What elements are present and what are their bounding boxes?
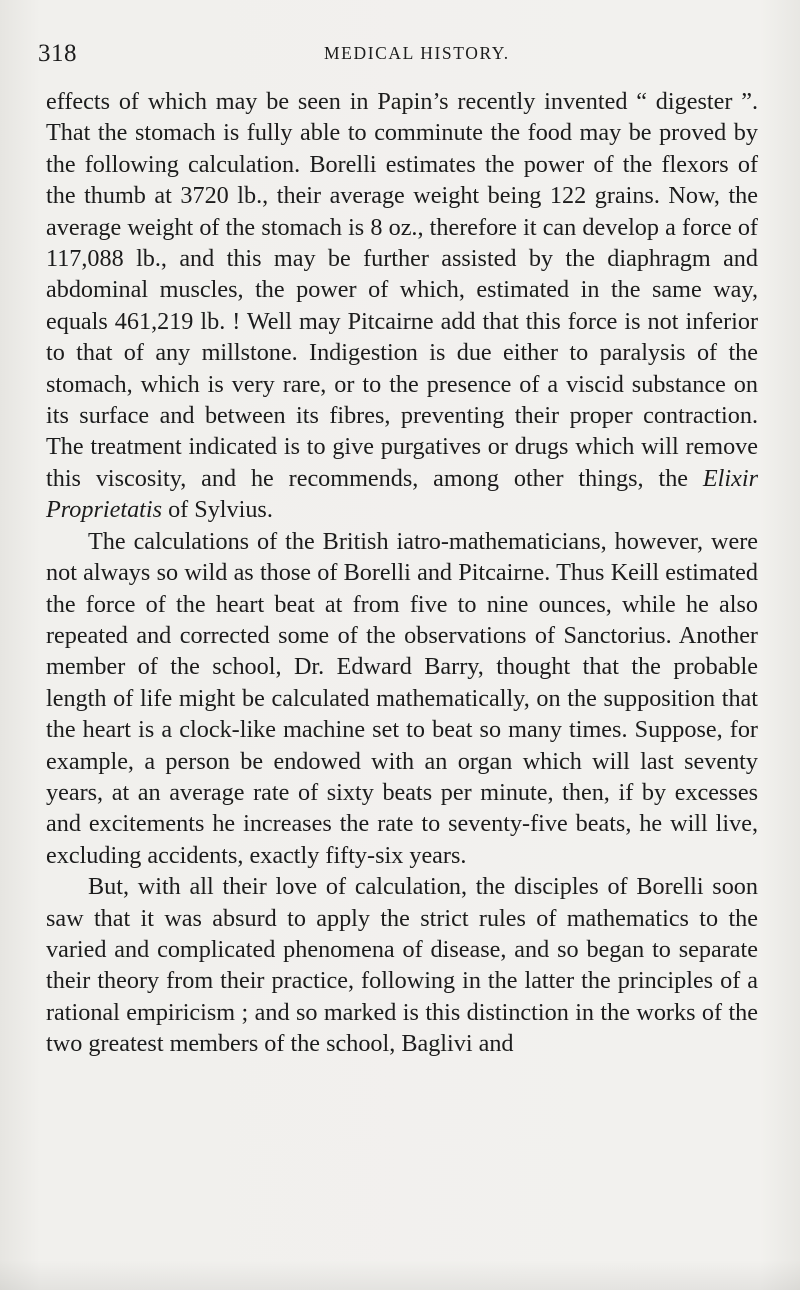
paragraph (46, 526, 758, 871)
paragraph-text: of Sylvius. (162, 496, 273, 524)
page-edge-shadow (0, 1260, 800, 1290)
page-number: 318 (38, 40, 77, 67)
italic-title: Elixir Proprietatis (46, 464, 758, 524)
paragraph (46, 871, 758, 1059)
paragraph (46, 86, 758, 526)
running-title: MEDICAL HISTORY. (324, 43, 510, 63)
paragraph-text: But, with all their love of calculation, the disciples of Borelli soon saw that it was absurd to apply the strict rules of mathematics to the varied and complicated phenomena of disease, and so began to separate their theory from their practice, following in the latter the principles of a rational empiricism ; and so marked is this distinction in the works of the two greatest members of the school, Baglivi and (46, 873, 758, 1058)
body-text (46, 86, 758, 1060)
paragraph-text: effects of which may be seen in Papin’s recently invented “ digester ”. That the stomach is fully able to comminute the food may be proved by the following calculation. Borelli estimates the power of the flexors of the thumb at 3720 lb., their average weight being 122 grains. Now, the average weight of the stomach is 8 oz., therefore it can develop a force of 117,088 lb., and this may be further assisted by the diaphragm and abdominal muscles, the power of which, estimated in the same way, equals 461,219 lb. ! Well may Pitcairne add that this force is not inferior to that of any millstone. Indigestion is due either to paralysis of the stomach, which is very rare, or to the presence of a viscid substance on its surface and between its fibres, preventing their proper contraction. The treatment indicated is to give purgatives or drugs which will remove this viscosity, and he recommends, among other things, the (46, 88, 758, 492)
page-header (38, 38, 762, 70)
paragraph-text: The calculations of the British iatro-mathematicians, however, were not always so wild as those of Borelli and Pitcairne. Thus Keill estimated the force of the heart beat at from five to nine ounces, while he also repeated and corrected some of the observations of Sanctorius. Another member of the school, Dr. Edward Barry, thought that the probable length of life might be calculated mathematically, on the supposition that the heart is a clock-like machine set to beat so many times. Suppose, for example, a person be endowed with an organ which will last seventy years, at an average rate of sixty beats per minute, then, if by excesses and excitements he increases the rate to seventy-five beats, he will live, excluding accidents, exactly fifty-six years. (46, 527, 758, 869)
